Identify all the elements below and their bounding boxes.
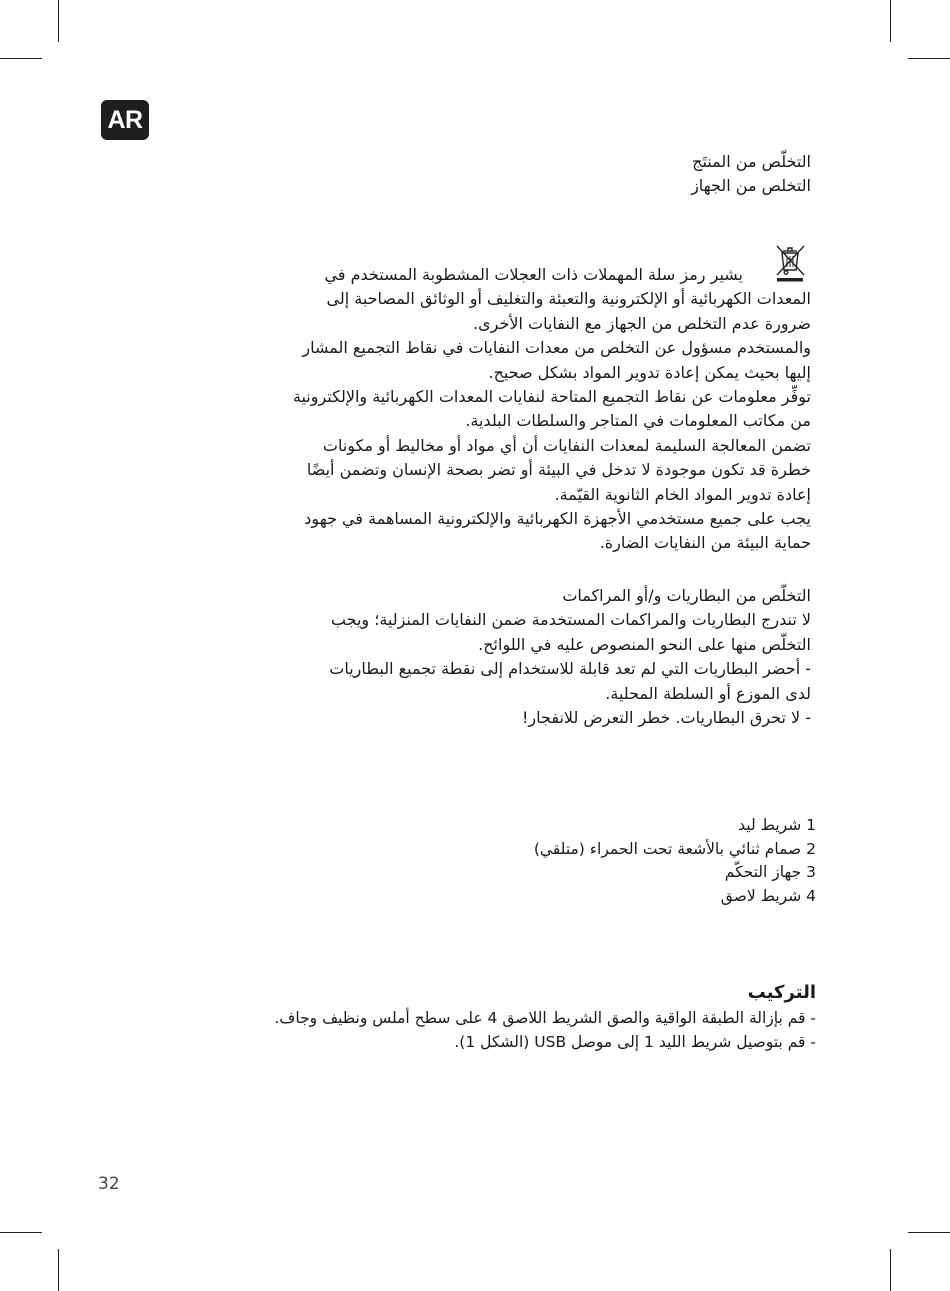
text-line: حماية البيئة من النفايات الضارة. (599, 533, 811, 553)
crop-mark-top-right-vertical (890, 0, 891, 42)
crop-mark-bottom-right-horizontal (908, 1232, 950, 1233)
text-line: يشير رمز سلة المهملات ذات العجلات المشطوبة المستخدم في (324, 265, 743, 284)
installation-steps (274, 1007, 816, 1054)
text-line: - أحضر البطاريات التي لم تعد قابلة للاستخدام إلى نقطة تجميع البطاريات (329, 659, 811, 679)
list-item: 1 شريط ليد (738, 816, 816, 834)
crop-mark-top-left-horizontal (0, 58, 42, 59)
list-item: - قم بإزالة الطبقة الواقية والصق الشريط اللاصق 4 على سطح أملس ونظيف وجاف. (274, 1009, 816, 1027)
text-line: المعدات الكهربائية أو الإلكترونية والتعبئة والتغليف أو الوثائق المصاحبة إلى (326, 289, 811, 309)
list-item: 3 جهاز التحكّم (724, 863, 816, 881)
text-line: يجب على جميع مستخدمي الأجهزة الكهربائية والإلكترونية المساهمة في جهود (304, 509, 811, 529)
crop-mark-bottom-right-vertical (890, 1249, 891, 1291)
text-line: من مكاتب المعلومات في المتاجر والسلطات البلدية. (465, 411, 811, 431)
text-line: تضمن المعالجة السليمة لمعدات النفايات أن أي مواد أو مخاليط أو مكونات (322, 435, 811, 455)
text-line: التخلّص منها على النحو المنصوص عليه في اللوائح. (478, 634, 811, 654)
text-line: خطرة قد تكون موجودة لا تدخل في البيئة أو تضر بصحة الإنسان وتضمن أيضًا (306, 460, 811, 480)
parts-list (534, 814, 816, 908)
text-line: توفِّر معلومات عن نقاط التجميع المتاحة لنفايات المعدات الكهربائية والإلكترونية (292, 387, 811, 407)
language-badge: AR (101, 100, 149, 140)
installation-title: التركيب (747, 982, 816, 1003)
list-item: 2 صمام ثنائي بالأشعة تحت الحمراء (متلقي) (533, 839, 816, 858)
crop-mark-top-right-horizontal (908, 58, 950, 59)
page-number: 32 (98, 1174, 120, 1194)
crop-mark-bottom-left-horizontal (0, 1232, 42, 1233)
heading-device-disposal: التخلص من الجهاز (691, 176, 811, 195)
crop-mark-bottom-left-vertical (58, 1249, 59, 1291)
battery-disposal-paragraph (329, 584, 811, 730)
text-line: ضرورة عدم التخلص من الجهاز مع النفايات الأخرى. (473, 313, 811, 333)
crop-mark-top-left-vertical (58, 0, 59, 42)
section-heading (691, 150, 811, 198)
text-line: إليها بحيث يمكن إعادة تدوير المواد بشكل صحيح. (488, 362, 811, 382)
disposal-paragraph (293, 263, 811, 556)
text-line: لا تندرج البطاريات والمراكمات المستخدمة ضمن النفايات المنزلية؛ ويجب (330, 610, 811, 630)
list-item: 4 شريط لاصق (720, 886, 816, 905)
heading-product-disposal: التخلّص من المنتَج (692, 152, 811, 171)
battery-heading: التخلّص من البطاريات و/أو المراكمات (562, 586, 811, 605)
text-line: - لا تحرق البطاريات. خطر التعرض للانفجار! (522, 708, 811, 728)
text-line: والمستخدم مسؤول عن التخلص من معدات النفايات في نقاط التجميع المشار (302, 338, 811, 358)
list-item: - قم بتوصيل شريط الليد 1 إلى موصل USB (الشكل 1). (454, 1032, 816, 1051)
text-line: إعادة تدوير المواد الخام الثانوية القيّمة. (554, 484, 811, 504)
text-line: لدى الموزع أو السلطة المحلية. (605, 683, 811, 703)
